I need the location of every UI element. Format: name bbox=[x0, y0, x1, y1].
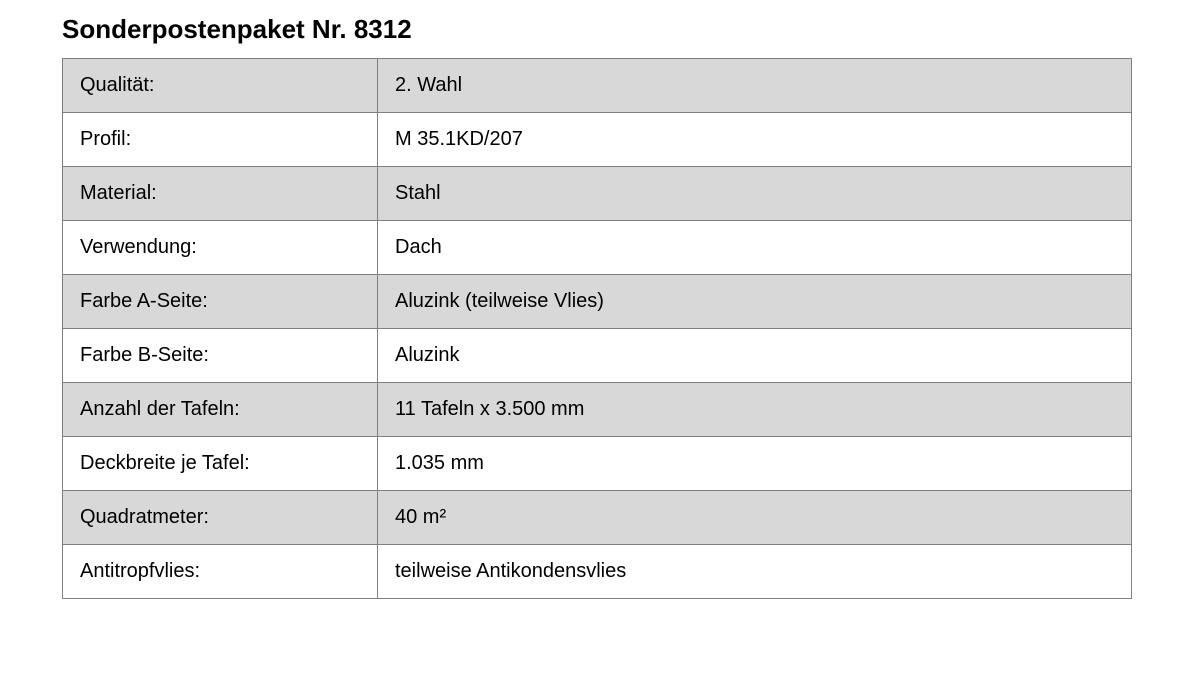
row-value: 40 m² bbox=[378, 491, 1132, 545]
row-value: M 35.1KD/207 bbox=[378, 113, 1132, 167]
table-row bbox=[63, 383, 1132, 437]
row-label: Anzahl der Tafeln: bbox=[63, 383, 378, 437]
table-row bbox=[63, 437, 1132, 491]
table-row bbox=[63, 275, 1132, 329]
table-row bbox=[63, 491, 1132, 545]
row-label: Profil: bbox=[63, 113, 378, 167]
table-row bbox=[63, 545, 1132, 599]
row-value: Aluzink (teilweise Vlies) bbox=[378, 275, 1132, 329]
row-value: teilweise Antikondensvlies bbox=[378, 545, 1132, 599]
table-row bbox=[63, 113, 1132, 167]
row-label: Deckbreite je Tafel: bbox=[63, 437, 378, 491]
row-value: Dach bbox=[378, 221, 1132, 275]
row-value: Stahl bbox=[378, 167, 1132, 221]
row-value: 2. Wahl bbox=[378, 59, 1132, 113]
row-value: Aluzink bbox=[378, 329, 1132, 383]
table-row bbox=[63, 167, 1132, 221]
table-row bbox=[63, 329, 1132, 383]
row-value: 11 Tafeln x 3.500 mm bbox=[378, 383, 1132, 437]
spec-table bbox=[62, 58, 1132, 599]
table-row bbox=[63, 221, 1132, 275]
row-label: Qualität: bbox=[63, 59, 378, 113]
row-value: 1.035 mm bbox=[378, 437, 1132, 491]
row-label: Material: bbox=[63, 167, 378, 221]
table-row bbox=[63, 59, 1132, 113]
row-label: Verwendung: bbox=[63, 221, 378, 275]
row-label: Farbe B-Seite: bbox=[63, 329, 378, 383]
page-title: Sonderpostenpaket Nr. 8312 bbox=[62, 14, 412, 44]
row-label: Farbe A-Seite: bbox=[63, 275, 378, 329]
row-label: Quadratmeter: bbox=[63, 491, 378, 545]
row-label: Antitropfvlies: bbox=[63, 545, 378, 599]
